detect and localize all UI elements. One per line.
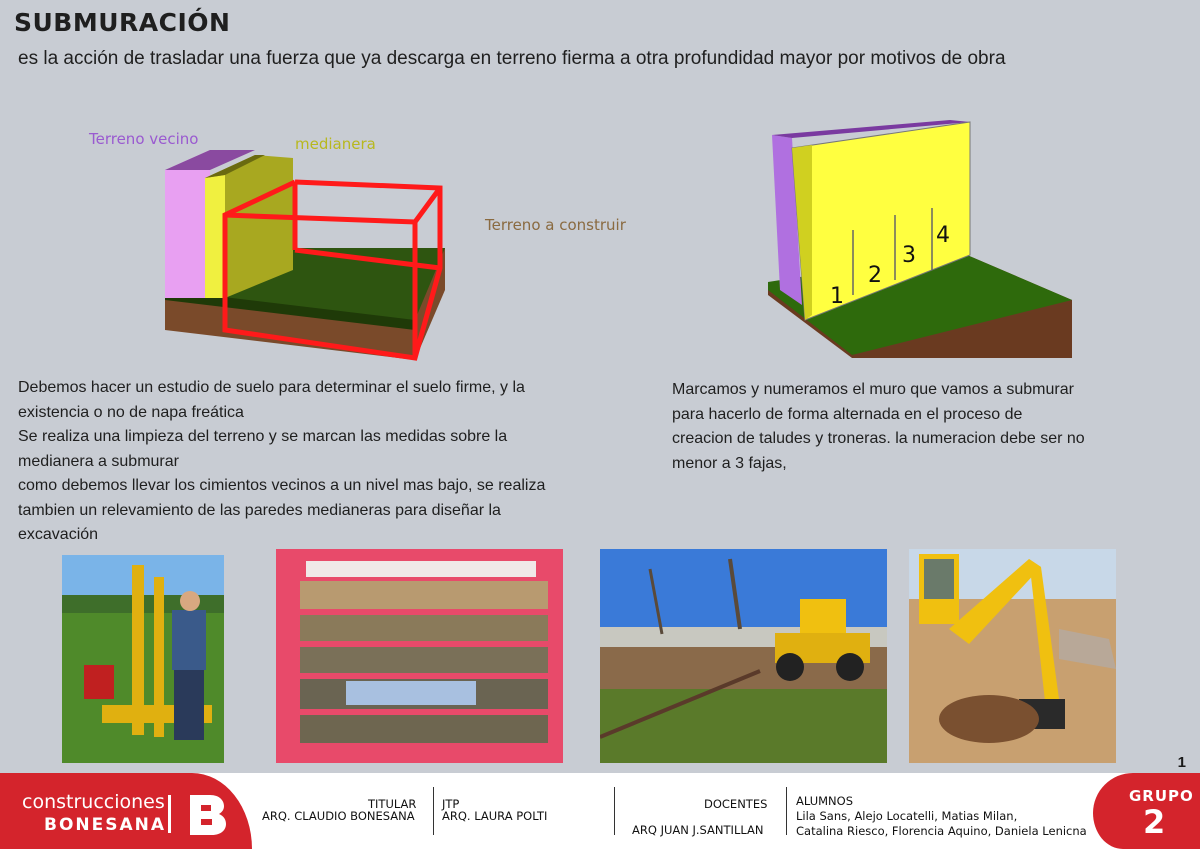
footer-divider [614, 787, 615, 835]
text-line: excavación [18, 526, 99, 543]
photo-excavator-site [600, 549, 887, 763]
label-terreno-construir: Terreno a construir [485, 216, 626, 234]
text-block-right [672, 378, 1152, 476]
text-line: tambien un relevamiento de las paredes medianeras para diseñar la [18, 501, 501, 519]
neighbor-terrain-block [165, 150, 210, 298]
diagram-numbered-wall [720, 110, 1090, 365]
photo-backhoe-digging [909, 549, 1116, 763]
text-line: existencia o no de napa freática [18, 403, 244, 421]
alumnos-label: ALUMNOS [796, 794, 853, 808]
brand-b-logo-icon [186, 793, 228, 835]
footer [0, 773, 1200, 849]
text-block-left [18, 376, 628, 548]
docentes-name: ARQ JUAN J.SANTILLAN [632, 823, 764, 837]
footer-divider [786, 787, 787, 835]
grupo-label: GRUPO [1129, 787, 1194, 805]
brand-divider [168, 795, 171, 833]
label-terreno-vecino: Terreno vecino [89, 130, 199, 148]
brand-block [0, 773, 252, 849]
page-title: SUBMURACIÓN [14, 8, 231, 37]
titular-label: TITULAR [368, 797, 417, 811]
brand-line1: construcciones [22, 791, 165, 813]
docentes-label: DOCENTES [704, 797, 768, 811]
text-line: Se realiza una limpieza del terreno y se marcan las medidas sobre la [18, 428, 508, 445]
text-line: Debemos hacer un estudio de suelo para determinar el suelo firme, y la [18, 379, 525, 396]
alumnos-line2: Catalina Riesco, Florencia Aquino, Daniela Lenicna [796, 824, 1087, 838]
grupo-badge [1093, 773, 1200, 849]
diagram-terrain-svg [85, 120, 665, 370]
brand-line2: BONESANA [44, 815, 167, 835]
wall-number-3: 3 [902, 243, 916, 268]
text-line: creacion de taludes y troneras. la numeracion debe ser no [672, 430, 1085, 447]
text-line: Marcamos y numeramos el muro que vamos a submurar [672, 381, 1074, 398]
jtp-label: JTP [442, 797, 460, 811]
footer-divider [433, 787, 434, 835]
jtp-name: ARQ. LAURA POLTI [442, 809, 548, 823]
text-line: medianera a submurar [18, 452, 179, 470]
photo-soil-drill [62, 555, 224, 763]
wall-number-2: 2 [868, 263, 882, 288]
page-subtitle: es la acción de trasladar una fuerza que ya descarga en terreno fierma a otra profundidad mayor por motivos de obra [18, 48, 1006, 69]
text-line: para hacerlo de forma alternada en el proceso de [672, 405, 1023, 423]
label-medianera: medianera [295, 135, 376, 153]
grupo-number: 2 [1143, 803, 1166, 841]
wall-number-1: 1 [830, 284, 844, 309]
titular-name: ARQ. CLAUDIO BONESANA [262, 809, 415, 823]
page-number: 1 [1177, 754, 1186, 771]
text-line: como debemos llevar los cimientos vecinos a un nivel mas bajo, se realiza [18, 477, 546, 494]
photo-soil-core-box [276, 549, 563, 763]
wall-number-4: 4 [936, 223, 950, 248]
text-line: menor a 3 fajas, [672, 454, 787, 472]
diagram-wall-svg [720, 110, 1090, 365]
alumnos-line1: Lila Sans, Alejo Locatelli, Matias Milan, [796, 809, 1018, 823]
diagram-terrain-layout [85, 120, 665, 370]
